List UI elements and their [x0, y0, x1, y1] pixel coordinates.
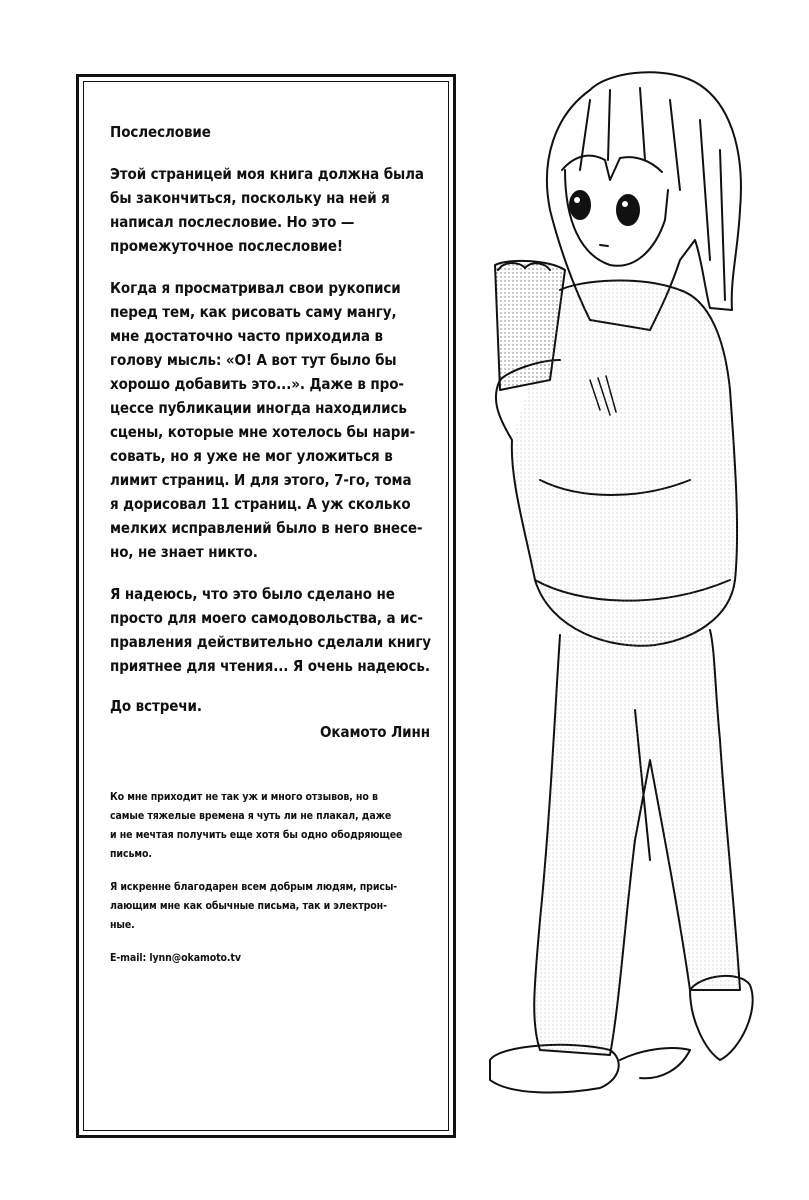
text-line: голову мысль: «О! А вот тут было бы [110, 351, 397, 369]
afterword-paragraph-2 [110, 276, 430, 564]
author-note [110, 788, 430, 982]
text-line: лимит страниц. И для этого, 7-го, тома [110, 471, 412, 489]
text-line: мелких исправлений было в него внесе- [110, 519, 423, 537]
text-line: мне достаточно часто приходила в [110, 327, 383, 345]
afterword-text [110, 120, 431, 741]
text-line: ные. [110, 919, 135, 931]
text-line: бы закончиться, поскольку на ней я [110, 189, 390, 207]
right-eye [617, 195, 639, 225]
text-line: но, не знает никто. [110, 543, 258, 561]
afterword-title: Послесловие [110, 123, 211, 141]
closing-row [110, 694, 430, 741]
text-line: приятнее для чтения... Я очень надеюсь. [110, 657, 430, 675]
text-line: хорошо добавить это...». Даже в про- [110, 375, 404, 393]
text-line: совать, но я уже не мог уложиться в [110, 447, 393, 465]
afterword-panel [76, 74, 456, 1138]
text-line: перед тем, как рисовать саму мангу, [110, 303, 397, 321]
text-line: письмо. [110, 848, 152, 860]
text-line: написал послесловие. Но это — [110, 213, 355, 231]
note-paragraph-2 [110, 878, 430, 935]
note-paragraph-1 [110, 788, 430, 864]
left-eye [570, 191, 590, 219]
girl-holding-paper-bag-illustration [440, 60, 809, 1140]
afterword-paragraph-3 [110, 582, 430, 678]
text-line: лающим мне как обычные письма, так и электрон- [110, 900, 387, 912]
text-line: я дорисовал 11 страниц. А уж сколько [110, 495, 411, 513]
text-line: самые тяжелые времена я чуть ли не плакал, даже [110, 810, 392, 822]
text-line: просто для моего самодовольства, а ис- [110, 609, 423, 627]
text-line: промежуточное послесловие! [110, 237, 343, 255]
text-line: Я искренне благодарен всем добрым людям, присы- [110, 881, 398, 893]
author-signature: Окамото Линн [320, 723, 430, 741]
text-line: цессе публикации иногда находились [110, 399, 407, 417]
text-line: Я надеюсь, что это было сделано не [110, 585, 395, 603]
author-email: E-mail: lynn@okamoto.tv [110, 952, 241, 964]
afterword-paragraph-1 [110, 162, 430, 258]
text-line: Когда я просматривал свои рукописи [110, 279, 401, 297]
text-line: сцены, которые мне хотелось бы нари- [110, 423, 416, 441]
afterword-panel-inner-border [83, 81, 449, 1131]
text-line: правления действительно сделали книгу [110, 633, 431, 651]
text-line: Этой страницей моя книга должна была [110, 165, 424, 183]
text-line: и не мечтая получить еще хотя бы одно ободряющее [110, 829, 403, 841]
closing-text: До встречи. [110, 697, 202, 715]
text-line: Ко мне приходит не так уж и много отзывов, но в [110, 791, 378, 803]
girl-illustration-svg [440, 60, 809, 1140]
